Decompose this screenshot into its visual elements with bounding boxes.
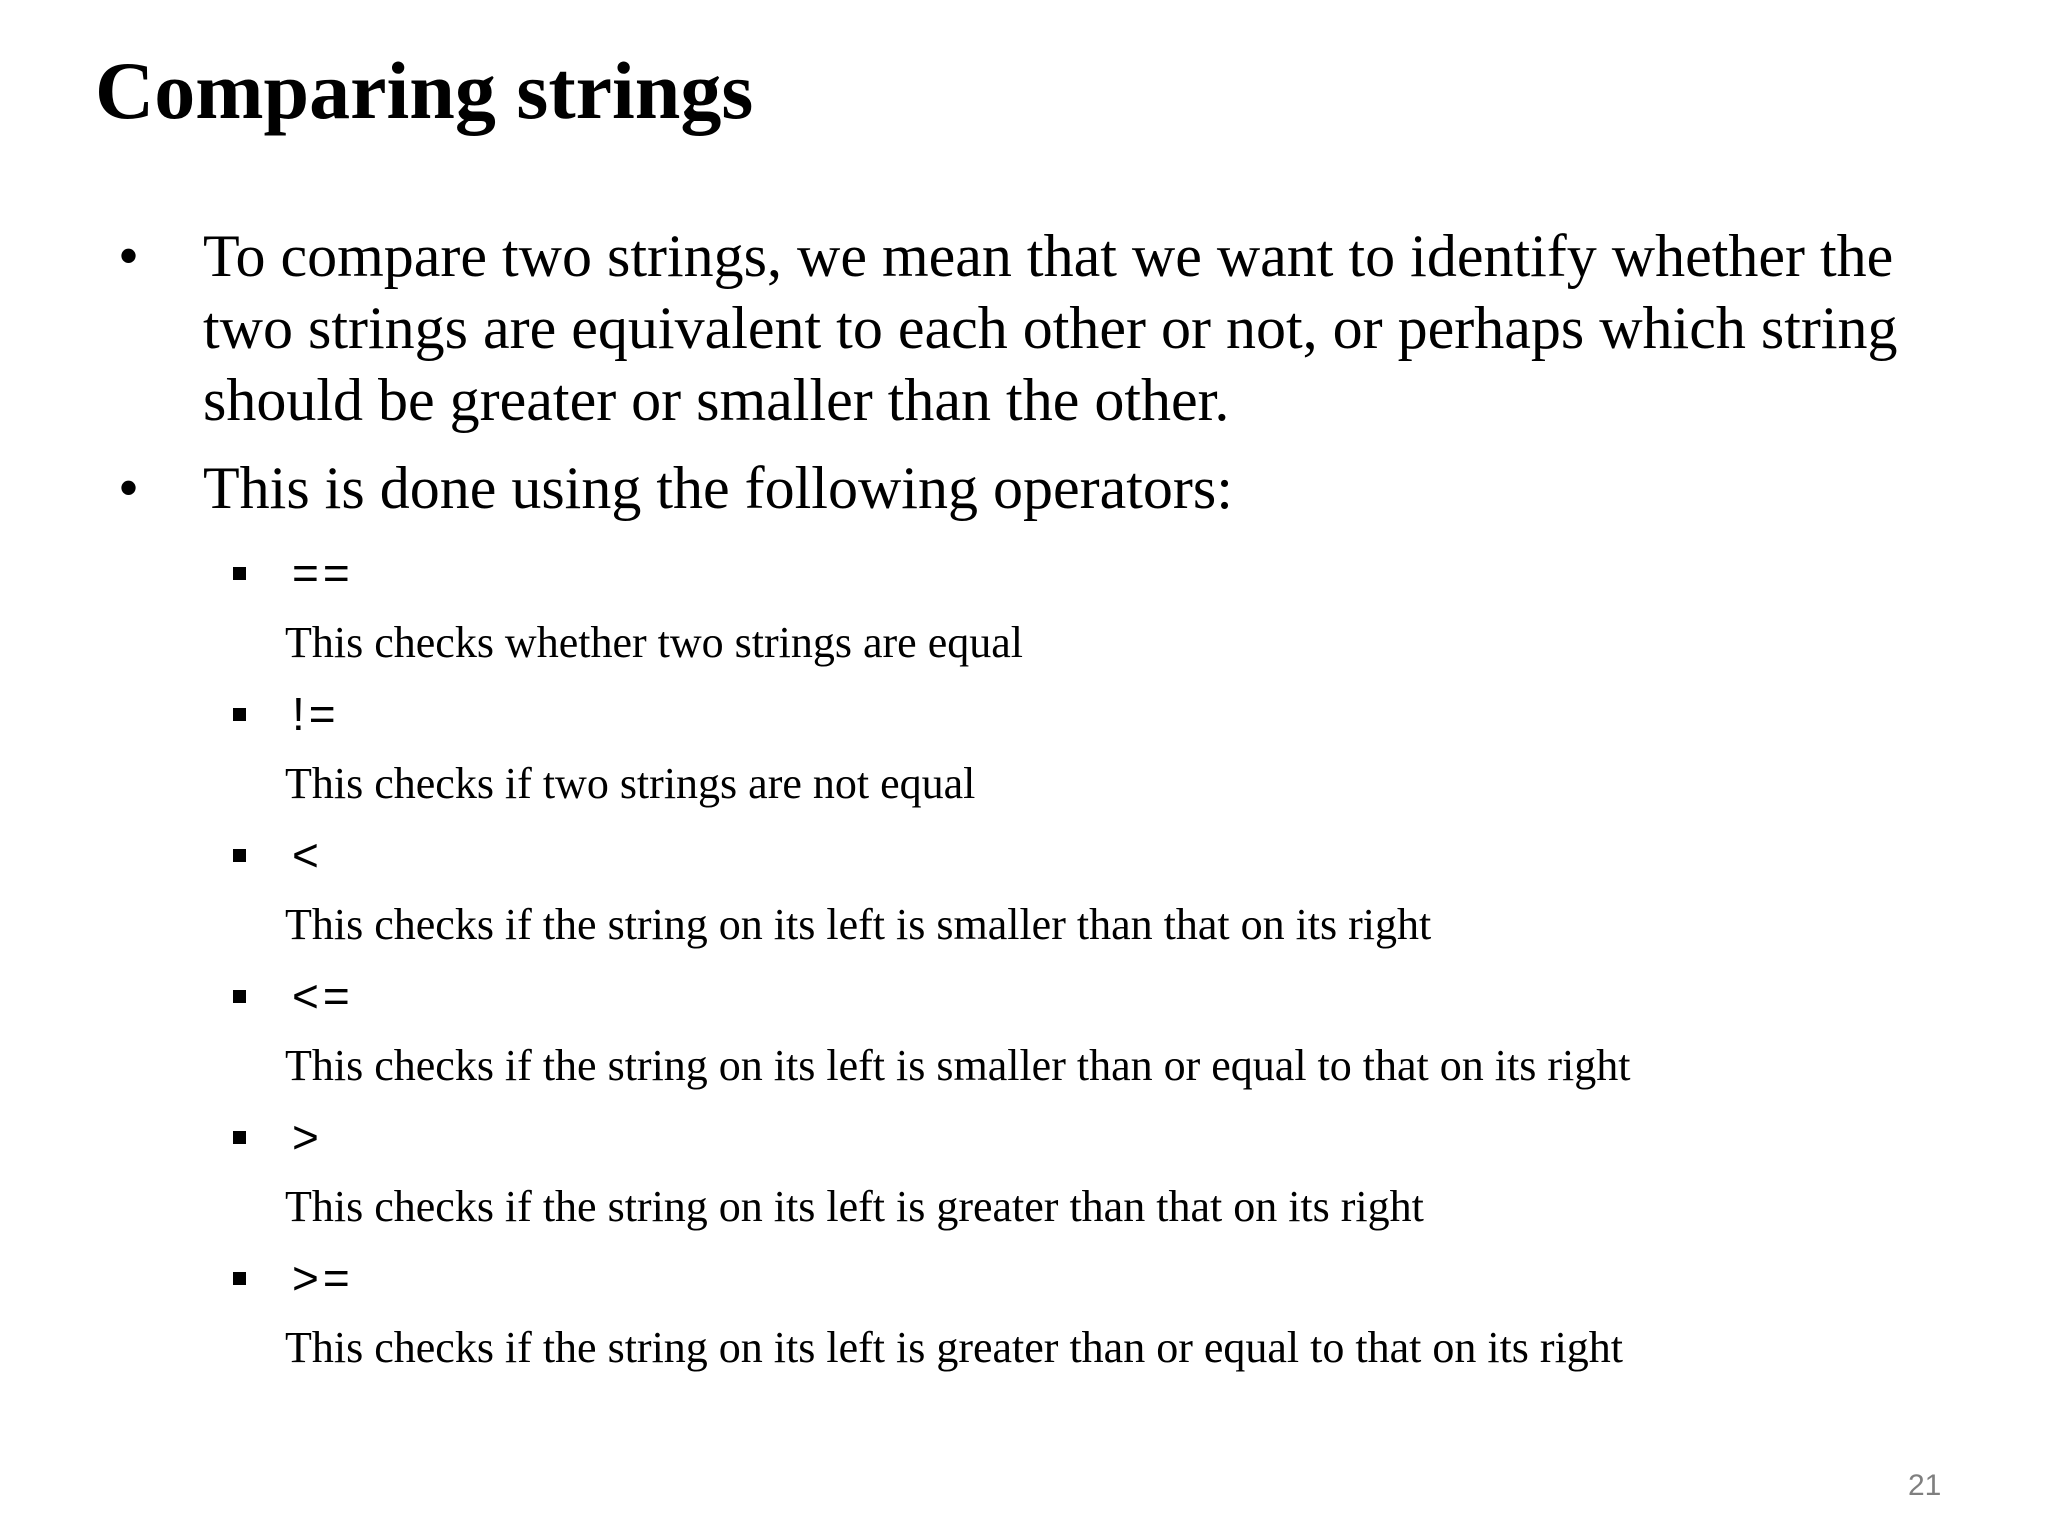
operator-symbol: <=: [292, 970, 354, 1022]
bullet-dot-icon: •: [118, 455, 140, 521]
slide-title: Comparing strings: [95, 45, 754, 136]
page-number: 21: [1908, 1469, 1942, 1502]
operator-description: This checks if the string on its left is greater than or equal to that on its right: [285, 1323, 1624, 1372]
square-bullet-icon: [233, 1272, 246, 1285]
operator-symbol: >: [292, 1111, 323, 1163]
square-bullet-icon: [233, 567, 246, 580]
square-bullet-icon: [233, 990, 246, 1003]
operator-item: [230, 1107, 1980, 1248]
operator-item: [230, 966, 1980, 1107]
operator-symbol: !=: [292, 688, 340, 740]
operator-description: This checks if two strings are not equal: [285, 759, 976, 808]
operator-list: [230, 543, 1980, 1389]
square-bullet-icon: [233, 849, 246, 862]
operator-item: [230, 543, 1980, 684]
operator-item: [230, 1248, 1980, 1389]
bullet-text: This is done using the following operators:: [203, 455, 1233, 521]
operator-description: This checks if the string on its left is greater than that on its right: [285, 1182, 1424, 1231]
square-bullet-icon: [233, 708, 246, 721]
operator-symbol: <: [292, 829, 323, 881]
bullet-dot-icon: •: [118, 223, 140, 289]
main-bullet-list: [118, 220, 1938, 540]
operator-description: This checks whether two strings are equal: [285, 618, 1023, 667]
operator-item: [230, 684, 1980, 825]
operator-description: This checks if the string on its left is smaller than or equal to that on its right: [285, 1041, 1631, 1090]
bullet-item: [118, 220, 1938, 436]
bullet-text: To compare two strings, we mean that we want to identify whether the two strings are equivalent to each other or not, or perhaps which string should be greater or smaller than the other.: [203, 223, 1898, 433]
bullet-item: [118, 452, 1938, 524]
operator-item: [230, 825, 1980, 966]
square-bullet-icon: [233, 1131, 246, 1144]
operator-description: This checks if the string on its left is smaller than that on its right: [285, 900, 1432, 949]
operator-symbol: ==: [292, 547, 354, 599]
operator-symbol: >=: [292, 1252, 354, 1304]
